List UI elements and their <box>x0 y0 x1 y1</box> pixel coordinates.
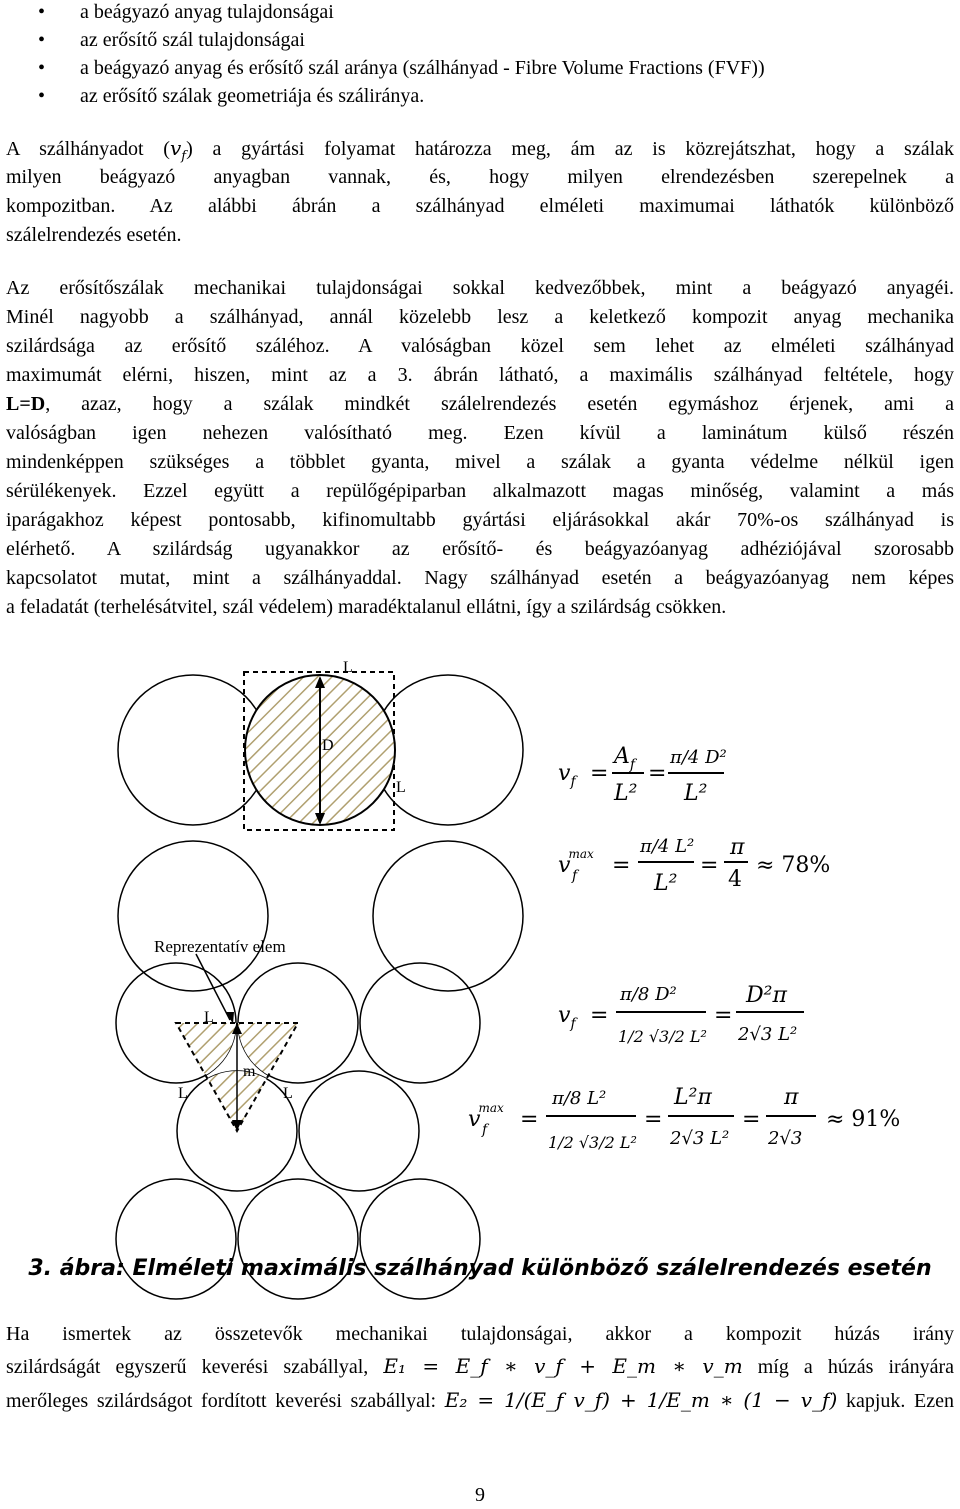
bold-text: L=D <box>6 393 46 415</box>
paragraph-2 <box>6 274 954 622</box>
paragraph-line: kapcsolatot mutat, mint a szálhányaddal. Nagy szálhányad esetén a beágyazóanyag nem képes <box>6 567 954 589</box>
svg-text:≈ 78%: ≈ 78% <box>756 853 831 878</box>
svg-text:π/8 L²: π/8 L² <box>552 1088 607 1109</box>
paragraph-line: Ha ismertek az összetevők mechanikai tulajdonságai, akkor a kompozit húzás irány <box>6 1323 954 1345</box>
paragraph-line: iparágakhoz képest pontosabb, kifinomultabb gyártási eljárásokkal akár 70%-os szálhányad is <box>6 509 954 531</box>
paragraph-line: maximumát elérni, hiszen, mint az a 3. ábrán látható, a maximális szálhányad feltétele, hogy <box>6 364 954 386</box>
bullet-symbol: • <box>38 85 46 107</box>
label-L-triangle-right: L <box>283 1085 293 1102</box>
paragraph-line: elérhető. A szilárdság ugyanakkor az erősítő- és beágyazóanyag adhéziójával szorosabb <box>6 538 954 560</box>
list-item-text: az erősítő szálak geometriája és száliránya. <box>80 85 425 107</box>
text-run: míg a húzás irányára <box>757 1356 955 1378</box>
svg-text:vmax: vmax <box>558 847 594 878</box>
formula-e1: E₁ = E_f ∗ v_f + E_m ∗ v_m <box>383 1354 743 1378</box>
paragraph-line <box>6 1350 954 1384</box>
paragraph-line: szilárdsága az erősítő száléhoz. A valóságban közel sem lehet az elméleti szálhányad <box>6 335 954 357</box>
svg-text:L²: L² <box>614 781 638 806</box>
paragraph-line: Az erősítőszálak mechanikai tulajdonságai sokkal kedvezőbbek, mint a beágyazó anyagéi. <box>6 277 954 299</box>
list-item-text: az erősítő szál tulajdonságai <box>80 29 305 51</box>
label-m: m <box>243 1063 256 1080</box>
text-run: , azaz, hogy a szálak mindkét szálelrendezés esetén egymáshoz érjenek, ami a <box>45 393 954 415</box>
svg-text:D²π: D²π <box>746 983 787 1008</box>
formula-e2: E₂ = 1/(E_f v_f) + 1/E_m ∗ (1 − v_f) <box>444 1388 838 1412</box>
label-L-side: L <box>396 779 406 796</box>
svg-text:≈ 91%: ≈ 91% <box>826 1107 901 1132</box>
svg-text:=: = <box>612 853 631 878</box>
svg-text:π/4 D²: π/4 D² <box>670 747 727 768</box>
label-D: D <box>322 737 334 754</box>
bullet-symbol: • <box>38 1 46 23</box>
svg-text:=: = <box>520 1107 539 1132</box>
paragraph-line: szálelrendezés esetén. <box>6 224 182 246</box>
paragraph-line: sérülékenyek. Ezzel együtt a repülőgépiparban alkalmazott magas minőség, valamint a más <box>6 480 954 502</box>
svg-text:=: = <box>714 1003 733 1028</box>
list-item-text: a beágyazó anyag tulajdonságai <box>80 1 334 23</box>
hexagonal-arrangement <box>116 937 480 1299</box>
paragraph-line: mindenképpen szükséges a többlet gyanta, mivel a szálak a gyanta védelme nélkül igen <box>6 451 954 473</box>
svg-text:vf: $v_f$ <box>558 1003 576 1032</box>
svg-text:π/8 D²: π/8 D² <box>620 984 677 1005</box>
paragraph-1 <box>6 134 954 250</box>
fiber-circle <box>116 1179 236 1299</box>
fiber-circle <box>360 1179 480 1299</box>
paragraph-line <box>6 1384 954 1418</box>
svg-text:Af: $A_f$ <box>614 744 636 773</box>
paragraph-3 <box>6 1318 954 1418</box>
paragraph-line: Minél nagyobb a szálhányad, annál közelebb lesz a keletkező kompozit anyag mechanika <box>6 306 954 328</box>
svg-text:=: = <box>590 1003 609 1028</box>
svg-text:π: π <box>784 1085 799 1110</box>
fiber-arrangement-diagram <box>0 640 960 1300</box>
paragraph-line: a feladatát (terhelésátvitel, szál védelem) maradéktalanul ellátni, így a szilárdság csökken. <box>6 596 727 618</box>
page-number: 9 <box>475 1484 485 1506</box>
formulas <box>468 744 900 1152</box>
paragraph-line <box>6 134 954 163</box>
figure-3 <box>0 640 960 1300</box>
svg-text:L²: L² <box>654 871 678 896</box>
bullet-symbol: • <box>38 29 46 51</box>
svg-text:π/4 L²: π/4 L² <box>640 836 695 857</box>
label-representative-element: Reprezentatív elem <box>154 937 286 956</box>
svg-text:=: = <box>590 761 609 786</box>
formula-vf-hex <box>558 983 804 1046</box>
text-run: ) a gyártási folyamat határozza meg, ám az is közrejátszhat, hogy a szálak <box>186 138 955 160</box>
svg-text:4: 4 <box>728 867 742 892</box>
fiber-circle <box>118 841 268 991</box>
svg-text:f: f <box>482 1122 488 1138</box>
svg-text:L²π: L²π <box>674 1085 712 1110</box>
svg-text:L²: L² <box>684 781 708 806</box>
label-L-triangle-left: L <box>178 1085 188 1102</box>
formula-vf-max-hex <box>468 1085 900 1152</box>
vf-symbol: $v_f$ <box>169 136 187 164</box>
list-item-text: a beágyazó anyag és erősítő szál aránya (szálhányad - Fibre Volume Fractions (FVF)) <box>80 57 765 79</box>
formula-vf-max-square <box>558 835 830 896</box>
paragraph-line: milyen beágyazó anyagban vannak, és, hogy milyen elrendezésben szerepelnek a <box>6 166 954 188</box>
fiber-circle <box>360 963 480 1083</box>
paragraph-line <box>6 390 954 419</box>
svg-text:vmax: vmax <box>468 1101 504 1132</box>
svg-text:1/2 √3/2 L²: 1/2 √3/2 L² <box>618 1027 707 1046</box>
fiber-circle <box>238 1179 358 1299</box>
formula-vf-square <box>558 744 727 806</box>
svg-text:π: π <box>730 835 745 860</box>
label-L-top: L <box>343 659 353 676</box>
svg-text:=: = <box>644 1107 663 1132</box>
svg-text:vf: $v_f$ <box>558 761 576 790</box>
figure-caption: 3. ábra: Elméleti maximális szálhányad különböző szálelrendezés esetén <box>28 1256 932 1281</box>
svg-text:=: = <box>700 853 719 878</box>
fiber-circle <box>299 1071 419 1191</box>
text-run: merőleges szilárdságot fordított keverési szabállyal: <box>6 1390 437 1412</box>
svg-text:f: f <box>572 868 578 884</box>
text-run: kapjuk. Ezen <box>845 1390 955 1412</box>
svg-text:1/2 √3/2 L²: 1/2 √3/2 L² <box>548 1133 637 1152</box>
label-L-triangle-top: L <box>204 1009 214 1026</box>
bullet-symbol: • <box>38 57 46 79</box>
svg-text:=: = <box>742 1107 761 1132</box>
svg-text:2√3 L²: 2√3 L² <box>670 1128 730 1149</box>
svg-text:=: = <box>648 761 667 786</box>
text-run: A szálhányadot ( <box>6 138 170 160</box>
paragraph-line: valóságban igen nehezen valósítható meg. Ezen kívül a laminátum külső részén <box>6 422 954 444</box>
svg-text:2√3 L²: 2√3 L² <box>738 1024 798 1045</box>
svg-text:2√3: 2√3 <box>768 1128 803 1149</box>
paragraph-line: kompozitban. Az alábbi ábrán a szálhányad elméleti maximumai láthatók különböző <box>6 195 954 217</box>
text-run: szilárdságát egyszerű keverési szabállyal, <box>6 1356 369 1378</box>
